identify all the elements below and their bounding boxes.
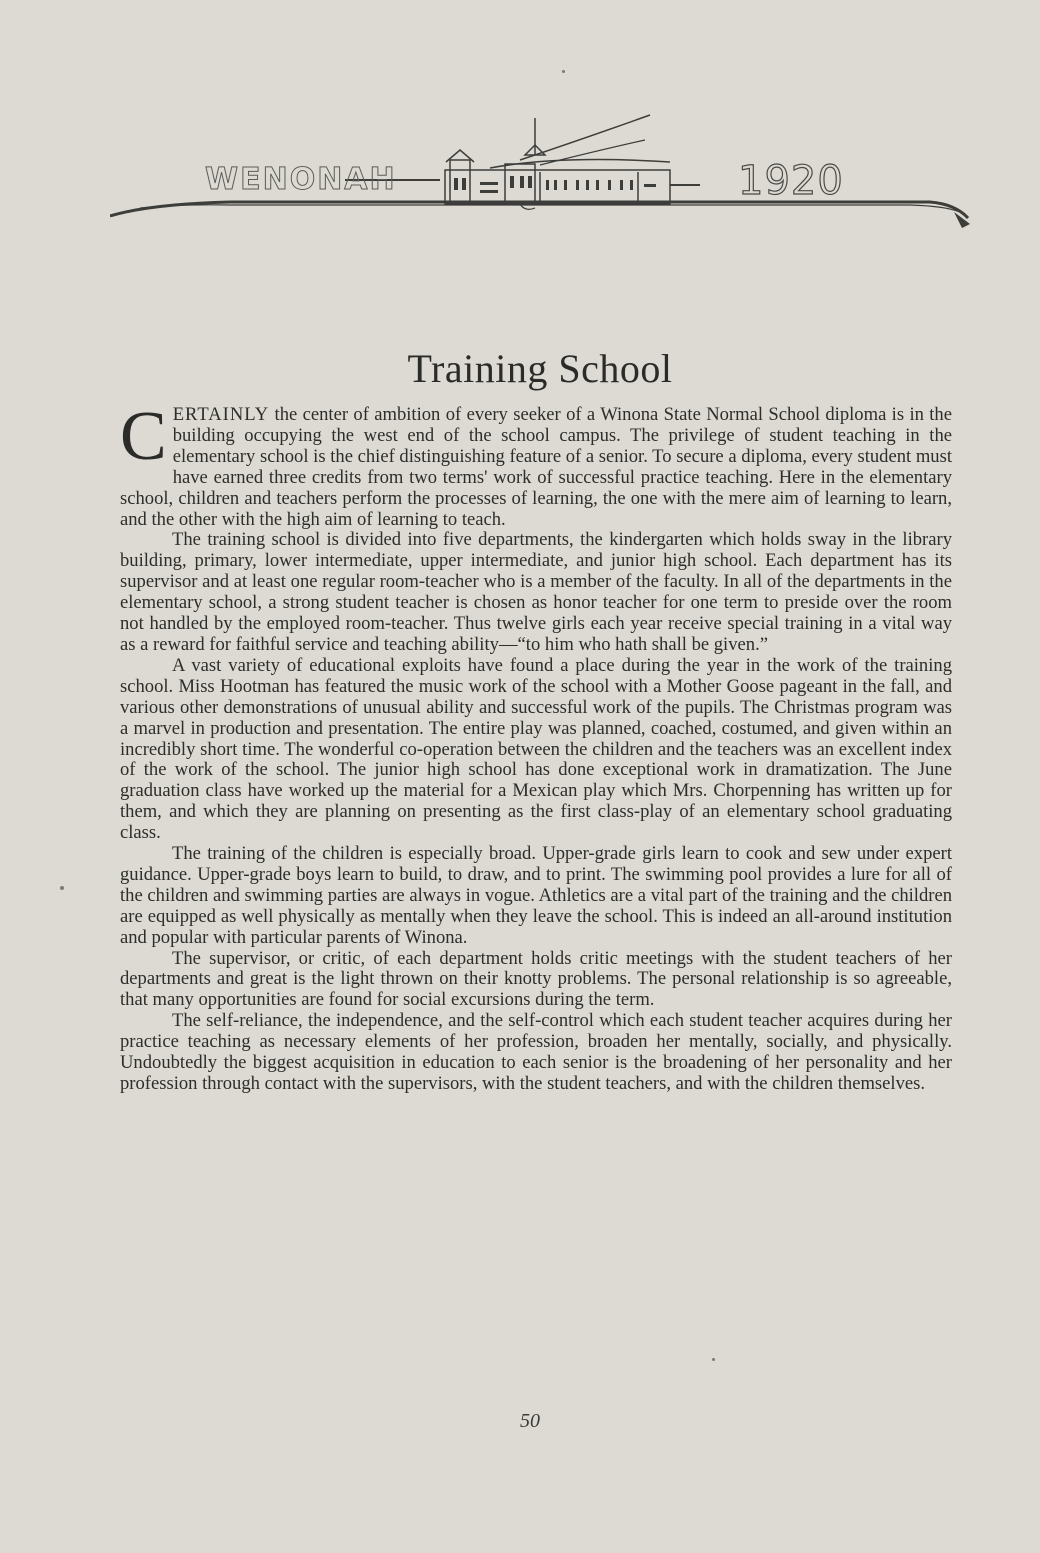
header-banner xyxy=(110,100,970,230)
article-paragraph: The training school is divided into five departments, the kindergarten which holds sway in the library building, primary, lower intermediate, upper intermediate, and junior high school. Each department has its supervisor and at least one regular room-teacher who is a member of the faculty. In all of the departments in the elementary school, a strong student teacher is chosen as honor teacher for one term to preside over the room not handled by the employed room-teacher. Thus twelve girls each year receive special training in a vital way as a reward for faithful service and teaching ability—“to him who hath shall be given.” xyxy=(120,529,952,655)
page-number: 50 xyxy=(520,1410,540,1432)
article-paragraph: A vast variety of educational exploits have found a place during the year in the work of the training school. Miss Hootman has featured the music work of the school with a Mother Goose pageant in the fall, and various other demonstrations of unusual ability and successful work of the pupils. The Christmas program was a marvel in production and presentation. The entire play was planned, coached, costumed, and given within an incredibly short time. The wonderful co-operation between the children and the teachers was an excellent index of the work of the school. The junior high school has done exceptional work in dramatization. The June graduation class have worked up the material for a Mexican play which Mrs. Chorpenning has written up for them, and which they are planning on presenting as the first class-play of an elementary school graduating class. xyxy=(120,654,952,844)
yearbook-year: 1920 xyxy=(738,158,844,204)
article-paragraph: The self-reliance, the independence, and the self-control which each student teacher acquires during her practice teaching as necessary elements of her profession, broaden her mentally, socially, and physically. Undoubtedly the biggest acquisition in education to each senior is the broadening of her personality and her profession through contact with the supervisors, with the student teachers, and with the children themselves. xyxy=(120,1010,952,1094)
drop-cap: C xyxy=(120,398,167,475)
article-body xyxy=(120,398,952,1095)
article-paragraph: The training of the children is especially broad. Upper-grade girls learn to cook and sew under expert guidance. Upper-grade boys learn to build, to draw, and to print. The swimming pool provides a lure for all of the children and swimming parties are always in vogue. Athletics are a vital part of the training and the children are equipped as well physically as mentally when they leave the school. This is indeed an all-around institution and popular with particular parents of Winona. xyxy=(120,843,952,948)
paragraph-text: the center of ambition of every seeker of a Winona State Normal School diploma is in the building occupying the west end of the school campus. The privilege of student teaching in the elementary school is the chief distinguishing feature of a senior. To secure a diploma, every student must have earned three credits from two terms' work of successful practice teaching. Here in the elementary school, children and teachers perform the processes of learning, the one with the mere aim of learning to learn, and the other with the high aim of learning to teach. xyxy=(120,404,952,530)
yearbook-name: WENONAH xyxy=(205,162,397,197)
lead-caps: ERTAINLY xyxy=(172,404,270,425)
page-speck xyxy=(60,886,64,890)
article-paragraph xyxy=(120,398,952,530)
page-speck xyxy=(712,1358,715,1361)
page-speck xyxy=(562,70,565,73)
page-title: Training School xyxy=(407,346,673,391)
article-paragraph: The supervisor, or critic, of each department holds critic meetings with the student teachers of her departments and great is the light thrown on their knotty problems. The personal relationship is so agreeable, that many opportunities are found for social excursions during the term. xyxy=(120,947,952,1011)
